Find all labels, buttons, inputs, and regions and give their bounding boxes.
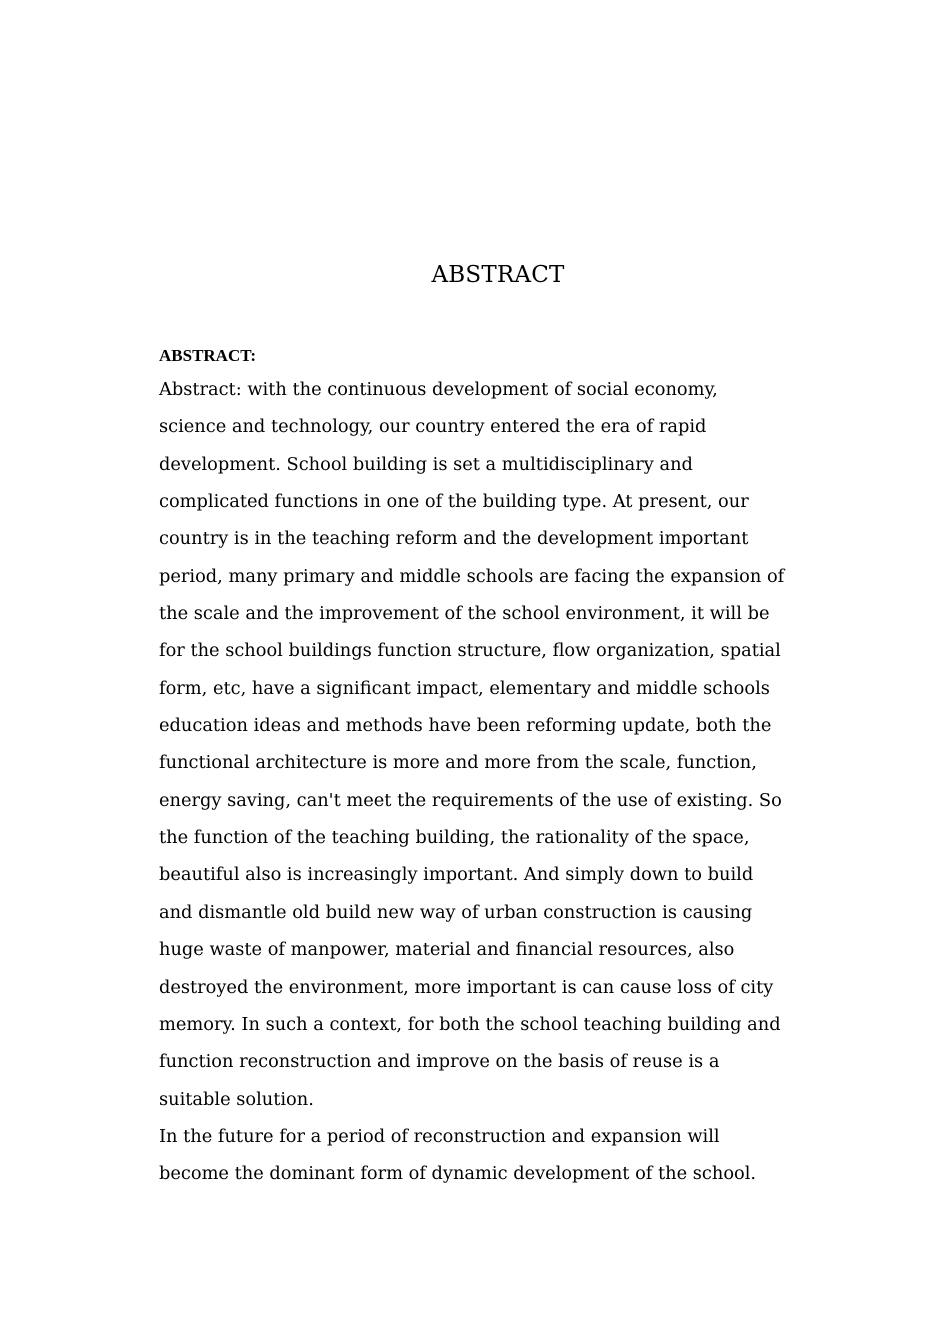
section-label: ABSTRACT: [159,346,256,365]
body-line: memory. In such a context, for both the school teaching building and [159,1013,781,1035]
body-line: energy saving, can't meet the requirements of the use of existing. So [159,789,782,811]
body-line: In the future for a period of reconstruction and expansion will [159,1125,720,1147]
page-title: ABSTRACT [431,262,565,288]
body-line: huge waste of manpower, material and financial resources, also [159,939,735,961]
body-line: for the school buildings function structure, flow organization, spatial [159,640,781,662]
body-line: become the dominant form of dynamic development of the school. [159,1163,757,1185]
body-line: country is in the teaching reform and the development important [159,528,749,550]
body-line: complicated functions in one of the building type. At present, our [159,491,749,513]
body-line: science and technology, our country entered the era of rapid [159,416,707,438]
body-line: development. School building is set a multidisciplinary and [159,453,693,475]
body-line: period, many primary and middle schools are facing the expansion of [159,565,785,587]
body-line: and dismantle old build new way of urban construction is causing [159,901,753,923]
body-line: form, etc, have a significant impact, elementary and middle schools [159,677,770,699]
body-line: destroyed the environment, more important is can cause loss of city [159,976,774,998]
body-line: function reconstruction and improve on the basis of reuse is a [159,1051,720,1073]
body-line: functional architecture is more and more from the scale, function, [159,752,757,774]
body-line: the function of the teaching building, the rationality of the space, [159,827,750,849]
body-line: beautiful also is increasingly important. And simply down to build [159,864,754,886]
body-line: education ideas and methods have been reforming update, both the [159,715,772,737]
body-line: the scale and the improvement of the school environment, it will be [159,603,770,625]
abstract-body [159,371,849,1193]
body-line: Abstract: with the continuous development of social economy, [159,379,718,400]
body-line: suitable solution. [159,1088,314,1110]
